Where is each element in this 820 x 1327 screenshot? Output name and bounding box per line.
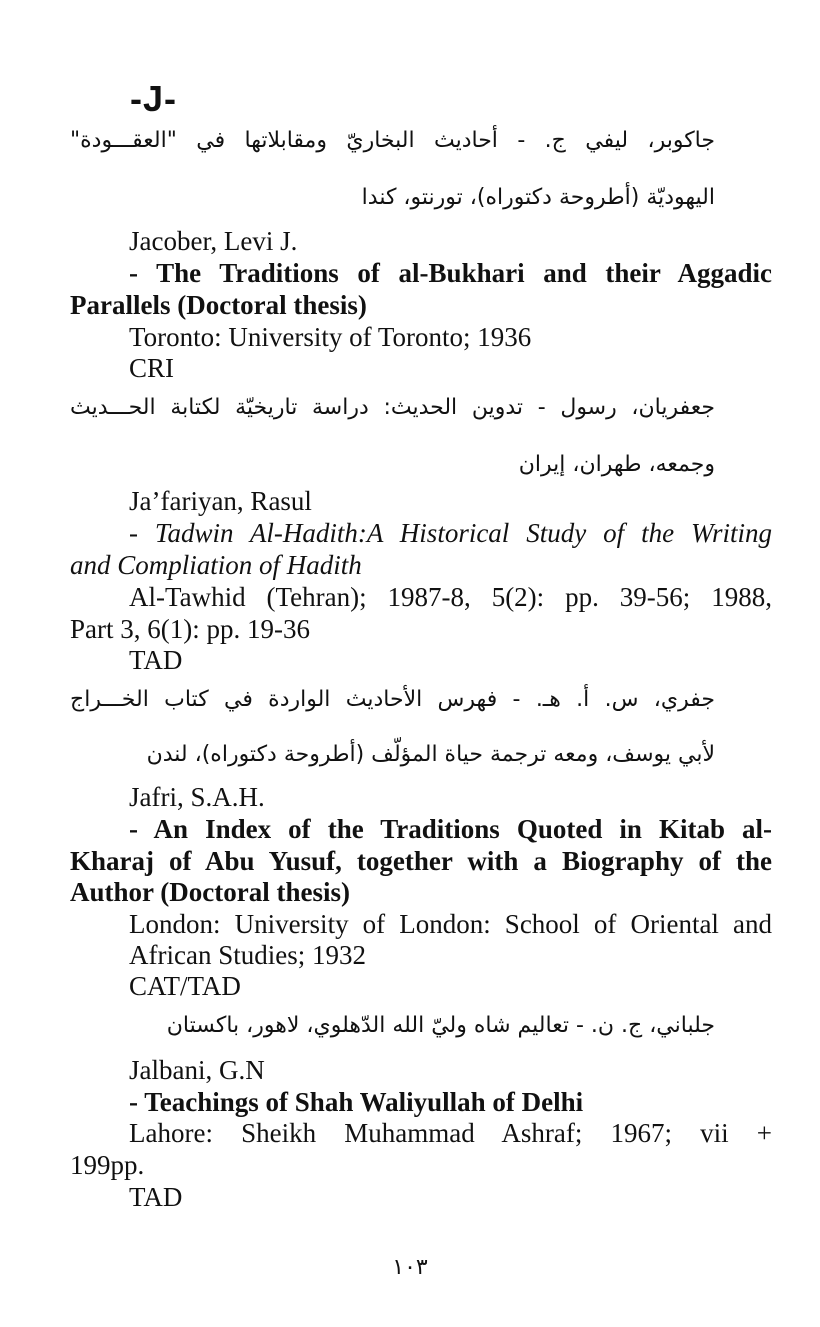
entry-3-publication-line-2: African Studies; 1932: [129, 940, 366, 970]
entry-4-publication-line-2: 199pp.: [70, 1150, 145, 1180]
entry-3-title-line-2: Kharaj of Abu Yusuf, together with a Biography of the: [70, 846, 772, 876]
entry-1-title-line-1: - The Traditions of al-Bukhari and their Aggadic: [129, 258, 772, 288]
section-letter-heading: -J-: [130, 78, 177, 119]
entry-2-title-line-1: - Tadwin Al-Hadith:A Historical Study of the Writing: [129, 518, 772, 548]
entry-2-publication-line-1: Al-Tawhid (Tehran); 1987-8, 5(2): pp. 39-56; 1988,: [129, 582, 772, 612]
entry-4-arabic-line-1: جلباني، ج. ن. - تعاليم شاه وليّ الله الدّهلوي، لاهور، باكستان: [166, 1013, 715, 1038]
entry-2-arabic-line-2: وجمعه، طهران، إيران: [518, 452, 715, 477]
entry-1-author: Jacober, Levi J.: [129, 226, 298, 256]
entry-1-code: CRI: [129, 353, 175, 383]
entry-3-code: CAT/TAD: [129, 971, 241, 1001]
page-number: ١٠٣: [392, 1255, 428, 1280]
entry-3-title-line-3: Author (Doctoral thesis): [70, 877, 350, 907]
entry-2-publication-line-2: Part 3, 6(1): pp. 19-36: [70, 614, 310, 644]
entry-2-code: TAD: [129, 645, 183, 675]
entry-2-author: Ja’fariyan, Rasul: [129, 486, 312, 516]
entry-3-author: Jafri, S.A.H.: [129, 782, 265, 812]
entry-1-arabic-line-1: جاكوبر، ليفي ج. - أحاديث البخاريّ ومقابلاتها في "العقـــودة": [70, 128, 715, 153]
entry-4-title-line-1: - Teachings of Shah Waliyullah of Delhi: [129, 1087, 584, 1117]
entry-4-publication-line-1: Lahore: Sheikh Muhammad Ashraf; 1967; vii +: [129, 1118, 772, 1148]
entry-3-arabic-line-2: لأبي يوسف، ومعه ترجمة حياة المؤلّف (أطروحة دكتوراه)، لندن: [146, 742, 715, 767]
entry-4-author: Jalbani, G.N: [129, 1055, 265, 1085]
entry-2-title-line-2: and Compliation of Hadith: [70, 550, 362, 580]
entry-3-title-line-1: - An Index of the Traditions Quoted in Kitab al-: [129, 814, 772, 844]
entry-1-title-line-2: Parallels (Doctoral thesis): [70, 290, 367, 320]
entry-3-arabic-line-1: جفري، س. أ. هـ. - فهرس الأحاديث الواردة في كتاب الخـــراج: [70, 687, 715, 712]
entry-2-arabic-line-1: جعفريان، رسول - تدوين الحديث: دراسة تاريخيّة لكتابة الحـــديث: [70, 395, 715, 420]
entry-3-publication-line-1: London: University of London: School of Oriental and: [129, 909, 772, 939]
entry-4-code: TAD: [129, 1182, 183, 1212]
entry-1-publication: Toronto: University of Toronto; 1936: [129, 322, 532, 352]
entry-1-arabic-line-2: اليهوديّة (أطروحة دكتوراه)، تورنتو، كندا: [361, 185, 715, 210]
